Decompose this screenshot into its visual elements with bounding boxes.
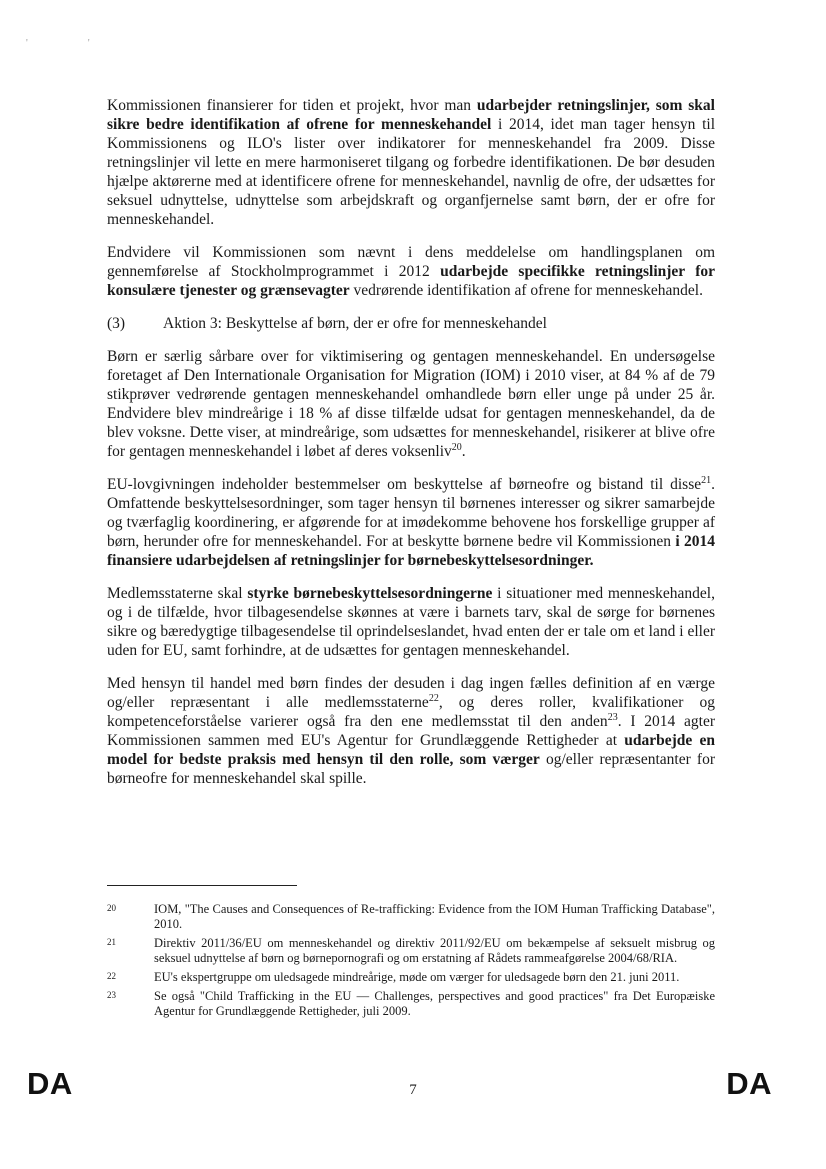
footnote-text: Direktiv 2011/36/EU om menneskehandel og direktiv 2011/92/EU om bekæmpelse af seksuelt misbrug og seksuel udnyttelse af børn og børnepornografi og om erstatning af Rådets rammeafgørelse 2004/68/RIA.	[154, 936, 715, 965]
bold-text: udarbejde en model for bedste praksis med hensyn til den rolle, som værger	[107, 732, 715, 768]
paragraph-text: Medlemsstaterne skal	[107, 585, 248, 602]
language-code-right: DA	[726, 1066, 772, 1101]
footnotes	[107, 902, 715, 1023]
page-number: 7	[409, 1082, 417, 1098]
section-number: (3)	[107, 315, 126, 332]
bold-text: i 2014 finansiere udarbejdelsen af retningslinjer for børnebeskyttelsesordninger.	[107, 533, 715, 569]
paragraph-text: og/eller repræsentanter for børneofre for menneskehandel skal spille.	[107, 751, 715, 787]
paragraph-text: . Omfattende beskyttelsesordninger, som tager hensyn til børnenes interesser og sikrer samarbejde og tværfaglig koordinering, er afgørende for at imødekomme behovene hos forskellige grupper af børn, herunder ofre for menneskehandel. For at beskytte børnene bedre vil Kommissionen	[107, 476, 715, 550]
paragraph-5	[107, 584, 715, 660]
section-title: Aktion 3: Beskyttelse af børn, der er ofre for menneskehandel	[163, 315, 547, 332]
language-code-left: DA	[27, 1066, 73, 1101]
footnote-text: Se også "Child Trafficking in the EU — Challenges, perspectives and good practices" fra Det Europæiske Agentur for Grundlæggende Rettigheder, juli 2009.	[154, 989, 715, 1018]
footnote	[107, 902, 715, 932]
main-text	[107, 96, 715, 802]
footnote-separator	[107, 885, 297, 886]
section-heading	[107, 314, 715, 333]
footnote-text: EU's ekspertgruppe om uledsagede mindreårige, møde om værger for uledsagede børn den 21. juni 2011.	[154, 970, 680, 984]
footnote-ref: 21	[701, 474, 712, 486]
paragraph-4	[107, 475, 715, 570]
paragraph-text: .	[461, 443, 466, 460]
bold-text: udarbejder retningslinjer, som skal sikre bedre identifikation af ofrene for menneskehandel	[107, 97, 715, 133]
footnote	[107, 936, 715, 966]
footnote-ref: 23	[607, 711, 618, 723]
paragraph-text: vedrørende identifikation af ofrene for menneskehandel.	[349, 282, 703, 299]
footnote-ref: 22	[428, 692, 439, 704]
bold-text: udarbejde specifikke retningslinjer for konsulære tjenester og grænsevagter	[107, 263, 715, 299]
paragraph-6	[107, 674, 715, 788]
scan-specks: ' '	[26, 38, 90, 49]
footnote	[107, 989, 715, 1019]
paragraph-3	[107, 347, 715, 461]
paragraph-text: Med hensyn til handel med børn findes der desuden i dag ingen fælles definition af en værge og/eller repræsentant i alle medlemsstaterne	[107, 675, 715, 711]
footnote-number: 20	[107, 903, 116, 913]
paragraph-text: , og deres roller, kvalifikationer og kompetenceforståelse varierer også fra den ene medlemsstat til den anden	[107, 694, 715, 730]
paragraph-text: EU-lovgivningen indeholder bestemmelser om beskyttelse af børneofre og bistand til disse	[107, 476, 702, 493]
paragraph-text: Endvidere vil Kommissionen som nævnt i dens meddelelse om handlingsplanen om gennemførelse af Stockholmprogrammet i 2012	[107, 244, 715, 280]
footnote-text: IOM, "The Causes and Consequences of Re-trafficking: Evidence from the IOM Human Trafficking Database", 2010.	[154, 902, 715, 931]
paragraph-text: i 2014, idet man tager hensyn til Kommissionens og ILO's lister over indikatorer for menneskehandel fra 2009. Disse retningslinjer vil lette en mere harmoniseret tilgang og forbedre identifikationen. De bør desuden hjælpe aktørerne med at identificere ofrene for menneskehandel, navnlig de ofre, der udsættes for seksuel udnyttelse, udnyttelse som arbejdskraft og organfjernelse samt børn, der er ofre for menneskehandel.	[107, 116, 715, 228]
paragraph-text: Kommissionen finansierer for tiden et projekt, hvor man	[107, 97, 477, 114]
paragraph-text: i situationer med menneskehandel, og i de tilfælde, hvor tilbagesendelse skønnes at være i barnets tarv, skal de sørge for børnenes sikre og bæredygtige tilbagesendelse til oprindelseslandet, hvad enten der er tale om et land i eller uden for EU, samt forhindre, at de udsættes for gentagen menneskehandel.	[107, 585, 715, 659]
paragraph-text: Børn er særlig sårbare over for viktimisering og gentagen menneskehandel. En undersøgelse foretaget af Den Internationale Organisation for Migration (IOM) i 2010 viser, at 84 % af de 79 stikprøver vedrørende gentagen menneskehandel omhandlede børn eller unge på under 25 år. Endvidere blev mindreårige i 18 % af disse tilfælde udsat for gentagen menneskehandel, da de blev voksne. Dette viser, at mindreårige, som udsættes for menneskehandel, risikerer at blive ofre for gentagen menneskehandel i løbet af deres voksenliv	[107, 348, 715, 460]
paragraph-1	[107, 96, 715, 229]
footnote-number: 21	[107, 937, 116, 947]
paragraph-text: . I 2014 agter Kommissionen sammen med EU's Agentur for Grundlæggende Rettigheder at	[107, 713, 716, 749]
footnote-number: 23	[107, 990, 116, 1000]
footnote-number: 22	[107, 971, 116, 981]
footnote	[107, 970, 715, 985]
footnote-ref: 20	[451, 441, 462, 453]
bold-text: styrke børnebeskyttelsesordningerne	[247, 585, 493, 602]
paragraph-2	[107, 243, 715, 300]
